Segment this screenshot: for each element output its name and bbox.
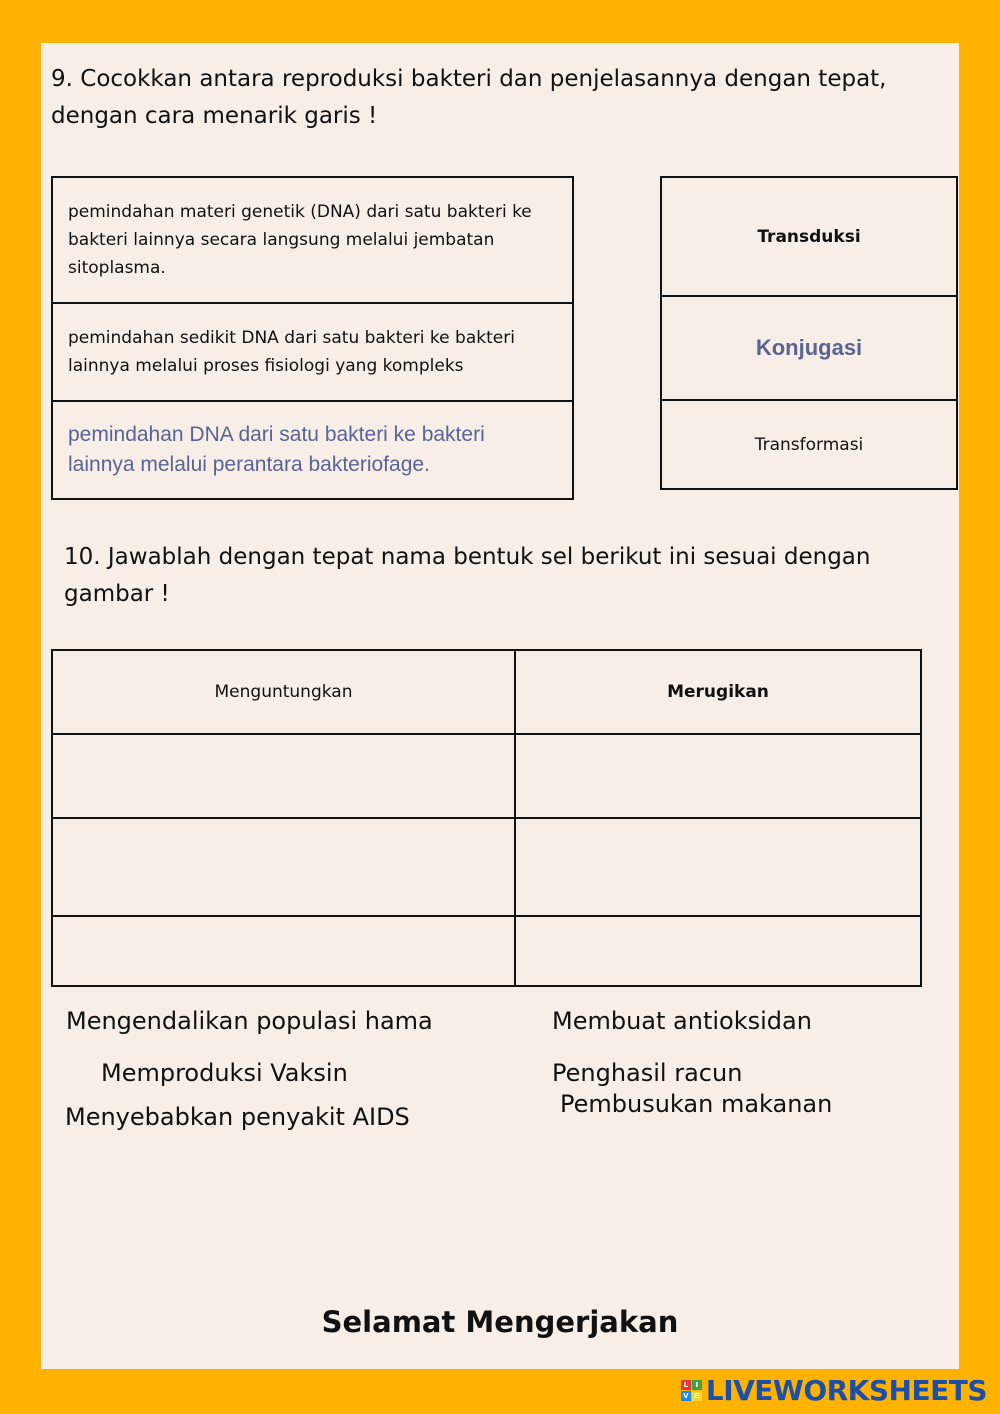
liveworksheets-logo-icon xyxy=(681,1380,702,1401)
description-1-text: pemindahan materi genetik (DNA) dari satu bakteri ke bakteri lainnya secara langsung melalui jembatan sitoplasma. xyxy=(68,202,532,278)
liveworksheets-brand[interactable] xyxy=(681,1374,987,1407)
drop-cell-merugikan-2[interactable] xyxy=(514,817,922,917)
closing-message: Selamat Mengerjakan xyxy=(321,1305,679,1339)
logo-letter: L xyxy=(681,1380,691,1390)
drop-cell-menguntungkan-1[interactable] xyxy=(51,733,516,819)
header-1-text: Menguntungkan xyxy=(214,682,353,702)
term-2-text: Konjugasi xyxy=(755,335,863,360)
match-term-transformasi[interactable] xyxy=(660,399,958,490)
option-menyebabkan-penyakit-aids[interactable]: Menyebabkan penyakit AIDS xyxy=(65,1103,410,1131)
question-9-text: 9. Cocokkan antara reproduksi bakteri dan penjelasannya dengan tepat, dengan cara menarik garis ! xyxy=(51,66,887,129)
option-mengendalikan-populasi-hama[interactable]: Mengendalikan populasi hama xyxy=(66,1007,433,1035)
term-3-text: Transformasi xyxy=(754,434,864,455)
table-header-merugikan xyxy=(514,649,922,735)
option-membuat-antioksidan[interactable]: Membuat antioksidan xyxy=(552,1007,812,1035)
match-term-transduksi[interactable] xyxy=(660,176,958,297)
logo-letter: V xyxy=(681,1391,691,1401)
table-header-menguntungkan xyxy=(51,649,516,735)
match-description-1[interactable] xyxy=(51,176,574,304)
logo-letter: E xyxy=(692,1391,702,1401)
logo-letter: I xyxy=(692,1380,702,1390)
question-10-text: 10. Jawablah dengan tepat nama bentuk sel berikut ini sesuai dengan gambar ! xyxy=(64,544,871,607)
brand-name: LIVEWORKSHEETS xyxy=(705,1374,987,1407)
match-term-konjugasi[interactable] xyxy=(660,295,958,401)
term-1-text: Transduksi xyxy=(757,226,861,247)
header-2-text: Merugikan xyxy=(667,682,769,702)
drop-cell-menguntungkan-3[interactable] xyxy=(51,915,516,987)
drop-cell-merugikan-1[interactable] xyxy=(514,733,922,819)
drop-cell-menguntungkan-2[interactable] xyxy=(51,817,516,917)
description-2-text: pemindahan sedikit DNA dari satu bakteri ke bakteri lainnya melalui proses fisiologi yang kompleks xyxy=(68,328,515,376)
description-3-text: pemindahan DNA dari satu bakteri ke bakteri lainnya melalui perantara bakteriofage. xyxy=(68,423,485,476)
drop-cell-merugikan-3[interactable] xyxy=(514,915,922,987)
match-description-2[interactable] xyxy=(51,302,574,402)
worksheet-sheet xyxy=(41,43,959,1369)
option-penghasil-racun[interactable]: Penghasil racun xyxy=(552,1059,743,1087)
match-description-3[interactable] xyxy=(51,400,574,500)
option-pembusukan-makanan[interactable]: Pembusukan makanan xyxy=(560,1090,833,1118)
option-memproduksi-vaksin[interactable]: Memproduksi Vaksin xyxy=(101,1059,348,1087)
